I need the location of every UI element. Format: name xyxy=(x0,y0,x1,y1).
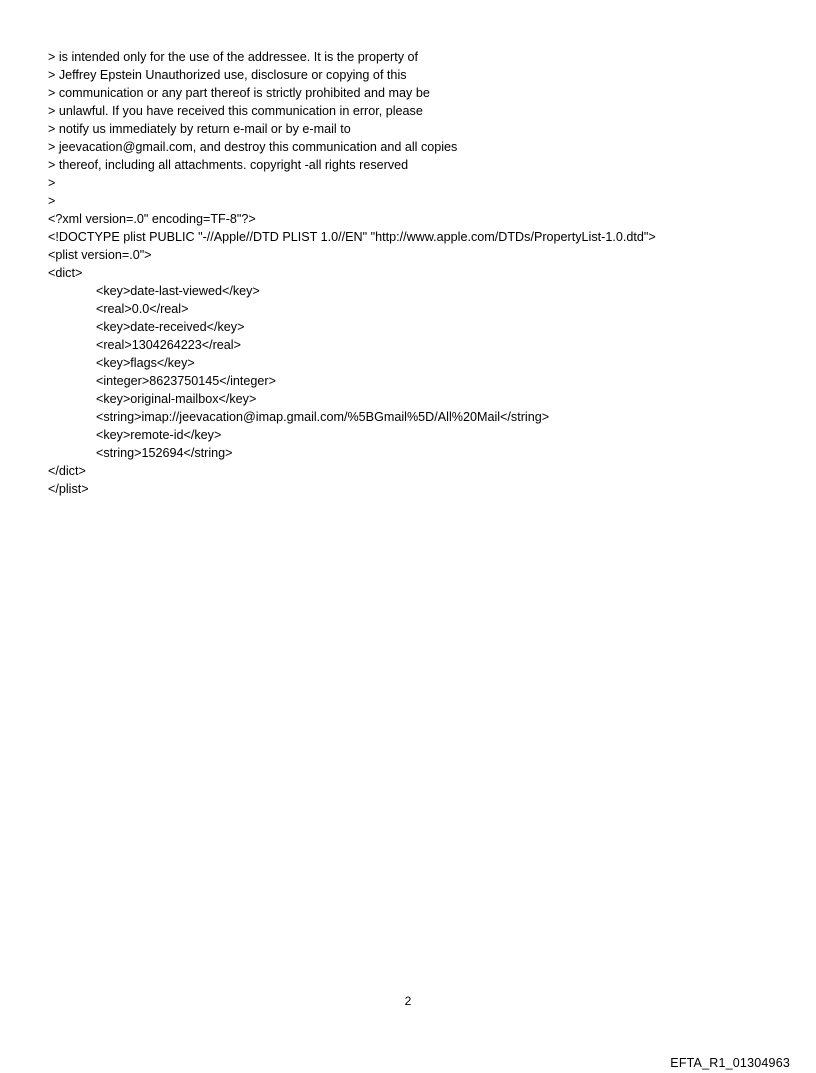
plist-doctype: <!DOCTYPE plist PUBLIC "-//Apple//DTD PLIST 1.0//EN" "http://www.apple.com/DTDs/PropertyList-1.0.dtd"> xyxy=(48,230,656,244)
plist-block xyxy=(48,210,788,498)
quoted-disclaimer xyxy=(48,48,788,210)
quoted-line: > thereof, including all attachments. copyright -all rights reserved xyxy=(48,158,409,172)
dict-close-tag: </dict> xyxy=(48,464,86,478)
plist-entry: <real>1304264223</real> xyxy=(96,338,241,352)
plist-close-tag: </plist> xyxy=(48,482,89,496)
plist-entry: <key>remote-id</key> xyxy=(96,428,222,442)
plist-entry: <key>date-received</key> xyxy=(96,320,245,334)
plist-entry: <integer>8623750145</integer> xyxy=(96,374,276,388)
quoted-line: > Jeffrey Epstein Unauthorized use, disclosure or copying of this xyxy=(48,68,407,82)
plist-open-tag: <plist version=.0"> xyxy=(48,248,152,262)
dict-open-tag: <dict> xyxy=(48,266,83,280)
plist-entry: <key>flags</key> xyxy=(96,356,195,370)
quoted-line: > communication or any part thereof is strictly prohibited and may be xyxy=(48,86,430,100)
email-body xyxy=(48,48,788,498)
page-number: 2 xyxy=(404,994,412,1008)
quoted-line: > xyxy=(48,194,56,208)
document-id: EFTA_R1_01304963 xyxy=(670,1056,790,1070)
plist-entry: <real>0.0</real> xyxy=(96,302,189,316)
quoted-line: > notify us immediately by return e-mail or by e-mail to xyxy=(48,122,351,136)
plist-entry: <key>date-last-viewed</key> xyxy=(96,284,260,298)
plist-xml-declaration: <?xml version=.0" encoding=TF-8"?> xyxy=(48,212,256,226)
plist-entry: <key>original-mailbox</key> xyxy=(96,392,257,406)
plist-entry: <string>152694</string> xyxy=(96,446,233,460)
quoted-line: > is intended only for the use of the addressee. It is the property of xyxy=(48,50,418,64)
plist-entry: <string>imap://jeevacation@imap.gmail.com/%5BGmail%5D/All%20Mail</string> xyxy=(96,410,550,424)
quoted-line: > jeevacation@gmail.com, and destroy this communication and all copies xyxy=(48,140,458,154)
quoted-line: > unlawful. If you have received this communication in error, please xyxy=(48,104,423,118)
quoted-line: > xyxy=(48,176,56,190)
